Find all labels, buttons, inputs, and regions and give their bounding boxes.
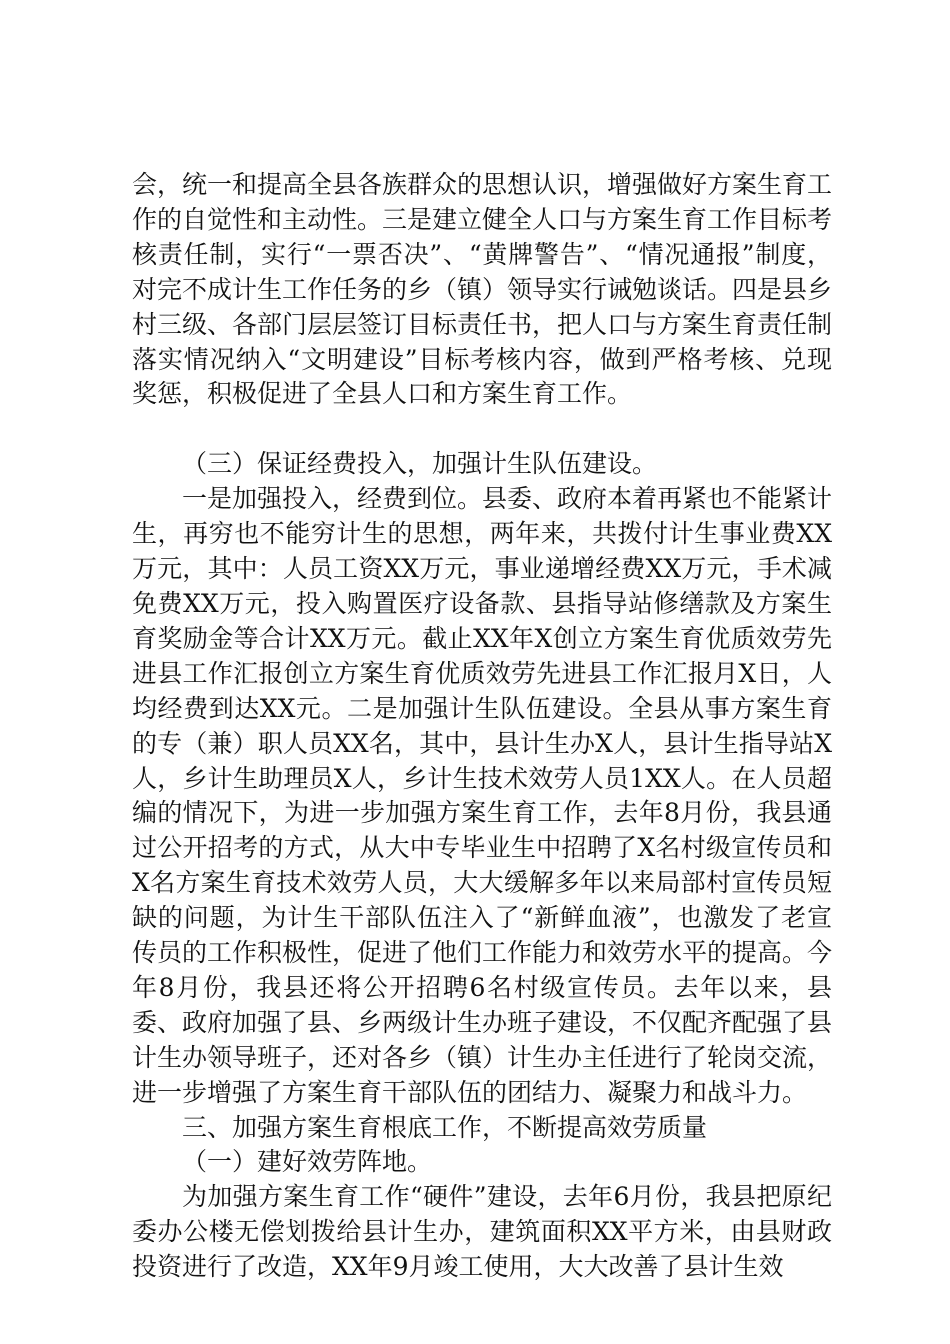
section-heading-funding: （三）保证经费投入，加强计生队伍建设。 <box>182 449 658 479</box>
paragraph-continuation: 会，统一和提高全县各族群众的思想认识，增强做好方案生育工作的自觉性和主动性。三是建立健全人口与方案生育工作目标考核责任制，实行“一票否决”、“黄牌警告”、“情况通报”制度，对完不成计生工作任务的乡（镇）领导实行诫勉谈话。四是县乡村三级、各部门层层签订目标责任书，把人口与方案生育责任制落实情况纳入“文明建设”目标考核内容，做到严格考核、兑现奖惩，积极促进了全县人口和方案生育工作。 <box>132 170 833 409</box>
paragraph-funding: 一是加强投入，经费到位。县委、政府本着再紧也不能紧计生，再穷也不能穷计生的思想，两年来，共拨付计生事业费XX万元，其中：人员工资XX万元，事业递增经费XX万元，手术减免费XX万元，投入购置医疗设备款、县指导站修缮款及方案生育奖励金等合计XX万元。截止XX年X创立方案生育优质效劳先进县工作汇报创立方案生育优质效劳先进县工作汇报月X日，人均经费到达XX元。二是加强计生队伍建设。全县从事方案生育的专（兼）职人员XX名，其中，县计生办X人，县计生指导站X人，乡计生助理员X人，乡计生技术效劳人员1XX人。在人员超编的情况下，为进一步加强方案生育工作，去年8月份，我县通过公开招考的方式，从大中专毕业生中招聘了X名村级宣传员和X名方案生育技术效劳人员，大大缓解多年以来局部村宣传员短缺的问题，为计生干部队伍注入了“新鲜血液”，也激发了老宣传员的工作积极性，促进了他们工作能力和效劳水平的提高。今年8月份，我县还将公开招聘6名村级宣传员。去年以来，县委、政府加强了县、乡两级计生办班子建设，不仅配齐配强了县计生办领导班子，还对各乡（镇）计生办主任进行了轮岗交流，进一步增强了方案生育干部队伍的团结力、凝聚力和战斗力。 <box>132 484 833 1107</box>
section-heading-basic-work: 三、加强方案生育根底工作，不断提高效劳质量 <box>182 1112 708 1142</box>
subsection-heading-service-position: （一）建好效劳阵地。 <box>182 1147 433 1177</box>
paragraph-service-position: 为加强方案生育工作“硬件”建设，去年6月份，我县把原纪委办公楼无偿划拨给县计生办，建筑面积XX平方米，由县财政投资进行了改造，XX年9月竣工使用，大大改善了县计生效 <box>132 1182 832 1282</box>
document-page <box>132 168 832 1285</box>
